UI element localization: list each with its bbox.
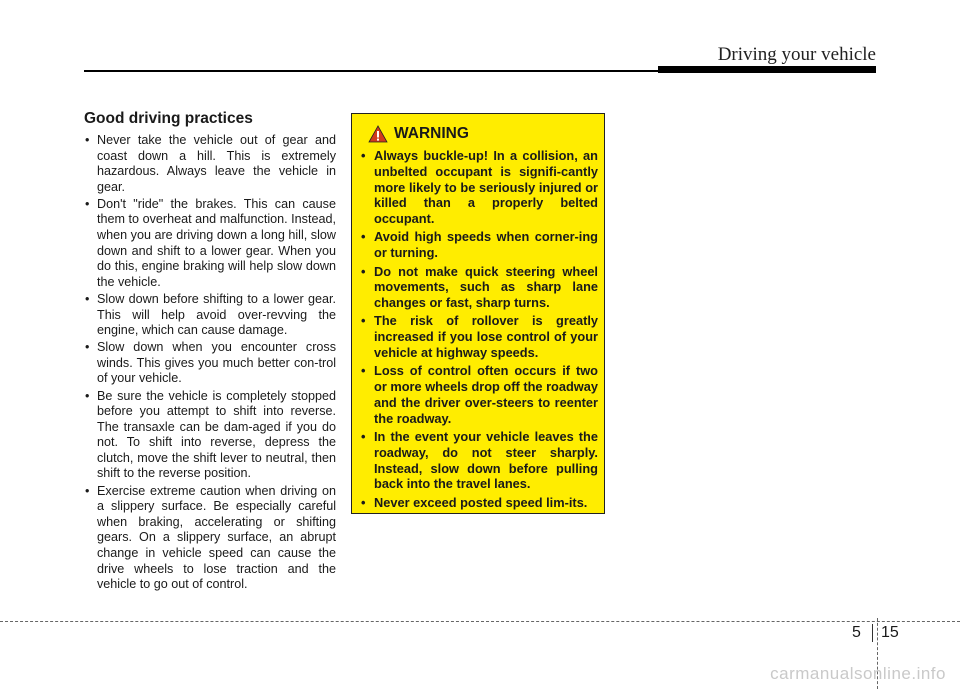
- warning-title: WARNING: [394, 125, 469, 142]
- warning-item: • Avoid high speeds when corner-ing or turning.: [360, 229, 598, 261]
- watermark: carmanualsonline.info: [770, 664, 946, 683]
- practices-list: [84, 133, 336, 593]
- header-rule-thin: [84, 70, 660, 72]
- list-item: • Slow down when you encounter cross winds. This gives you much better con-trol of your vehicle.: [84, 340, 336, 387]
- section-title: Good driving practices: [84, 110, 253, 127]
- warning-triangle-icon: [368, 125, 388, 143]
- warning-item: • The risk of rollover is greatly increased if you lose control of your vehicle at highway speeds.: [360, 313, 598, 360]
- warning-header: [368, 124, 598, 144]
- warning-item: • Do not make quick steering wheel movements, such as sharp lane changes or fast, sharp turns.: [360, 264, 598, 311]
- page-number-separator: [872, 624, 873, 642]
- page-header-title: Driving your vehicle: [717, 44, 876, 65]
- list-item: • Slow down before shifting to a lower gear. This will help avoid over-revving the engine, which can cause damage.: [84, 292, 336, 339]
- list-item: • Exercise extreme caution when driving on a slippery surface. Be especially careful when braking, accelerating or shifting gears. On a slippery surface, an abrupt change in vehicle speed can cause the drive wheels to lose traction and the vehicle to go out of control.: [84, 484, 336, 593]
- warning-list: [360, 148, 598, 511]
- warning-box: [351, 113, 605, 514]
- list-item: • Be sure the vehicle is completely stopped before you attempt to shift into reverse. The transaxle can be dam-aged if you do not. To shift into reverse, depress the clutch, move the shift lever to neutral, then shift to the reverse position.: [84, 389, 336, 483]
- list-item: • Don't "ride" the brakes. This can cause them to overheat and malfunction. Instead, when you are driving down a long hill, slow down and shift to a lower gear. When you do this, engine braking will help slow down the vehicle.: [84, 197, 336, 291]
- warning-item: • Never exceed posted speed lim-its.: [360, 495, 598, 511]
- warning-item: • Always buckle-up! In a collision, an unbelted occupant is signifi-cantly more likely to be seriously injured or killed than a properly belted occupant.: [360, 148, 598, 227]
- warning-item: • Loss of control often occurs if two or more wheels drop off the roadway and the driver over-steers to reenter the roadway.: [360, 363, 598, 426]
- list-item: • Never take the vehicle out of gear and coast down a hill. This is extremely hazardous. Always leave the vehicle in gear.: [84, 133, 336, 195]
- header-rule-thick: [658, 66, 876, 73]
- page-number: 15: [881, 624, 899, 641]
- footer-rule: [0, 621, 960, 622]
- warning-item: • In the event your vehicle leaves the roadway, do not steer sharply. Instead, slow down before pulling back into the travel lanes.: [360, 429, 598, 492]
- good-driving-section: [84, 110, 336, 594]
- chapter-number: 5: [852, 624, 861, 641]
